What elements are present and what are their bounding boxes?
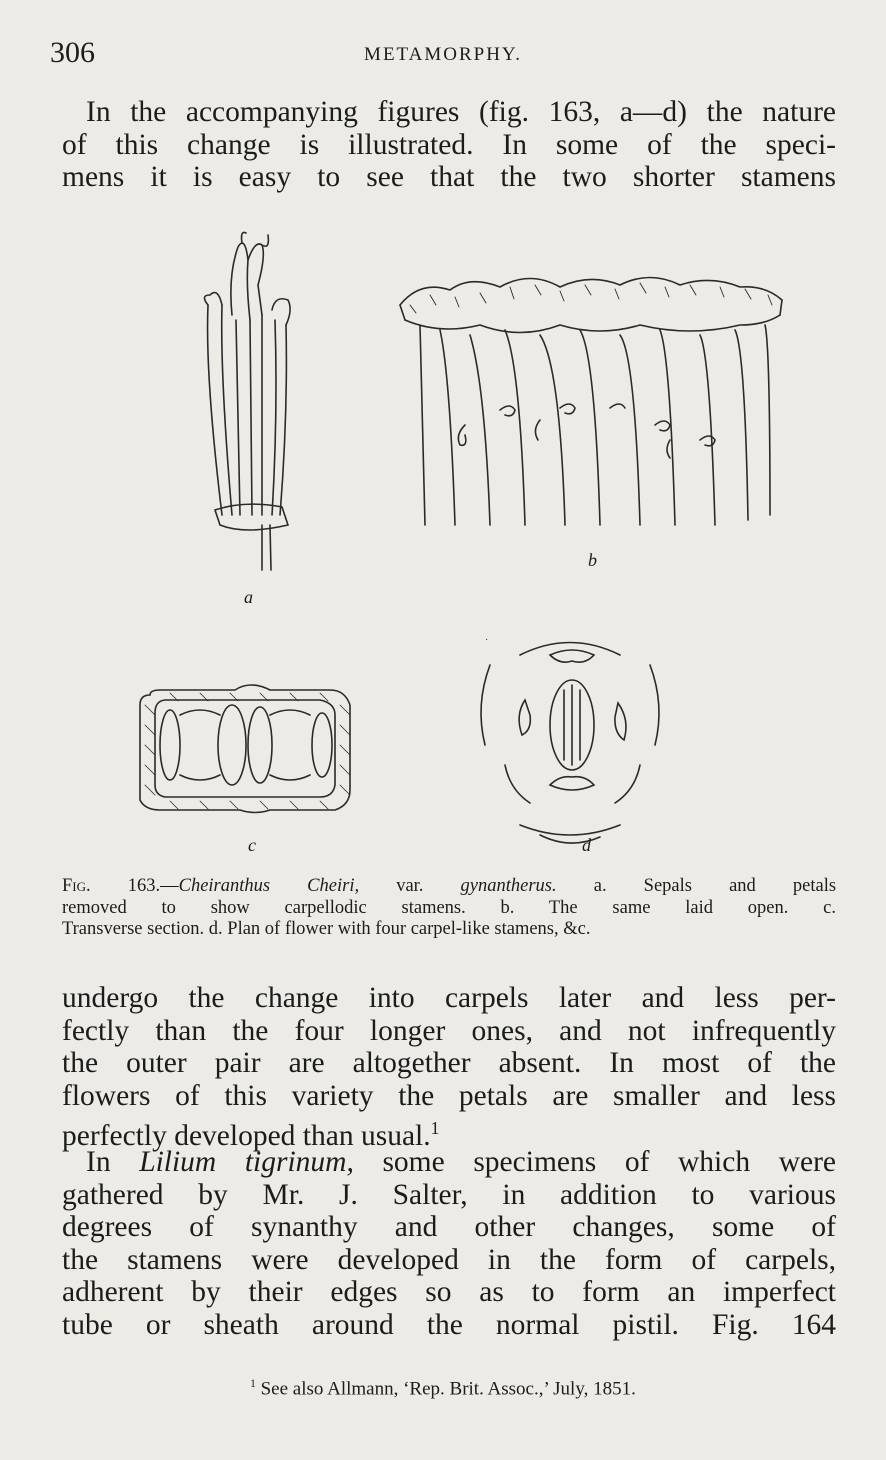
text-fragment: some specimens of which were bbox=[382, 1146, 837, 1178]
caption-variety-prefix: var. bbox=[396, 876, 424, 896]
figure-a-drawing bbox=[204, 232, 290, 570]
paragraph-2 bbox=[62, 982, 836, 1152]
text-line: the stamens were developed in the form of carpels, bbox=[62, 1243, 836, 1276]
text-line: undergo the change into carpels later and less per- bbox=[62, 982, 836, 1014]
text-line: fectly than the four longer ones, and not infrequently bbox=[62, 1014, 836, 1047]
running-title: METAMORPHY. bbox=[364, 44, 522, 65]
figure-caption bbox=[62, 876, 836, 941]
text-line: In the accompanying figures (fig. 163, a—d) the nature bbox=[86, 96, 836, 128]
caption-variety: gynantherus. bbox=[460, 876, 557, 896]
figure-d-drawing bbox=[481, 643, 659, 844]
figure-163-illustration bbox=[0, 225, 886, 875]
footnote bbox=[0, 1378, 886, 1400]
caption-figure-label: Fig. 163.— bbox=[62, 876, 179, 896]
text-line: mens it is easy to see that the two shorter stamens bbox=[62, 161, 836, 193]
footnote-number: 1 bbox=[250, 1378, 256, 1390]
footnote-marker: 1 bbox=[430, 1118, 440, 1138]
svg-text:·: · bbox=[485, 635, 489, 646]
text-line: adherent by their edges so as to form an imperfect bbox=[62, 1276, 836, 1308]
figure-b-drawing bbox=[400, 278, 782, 526]
text-line: degrees of synanthy and other changes, some of bbox=[62, 1211, 836, 1243]
text-line bbox=[62, 1146, 836, 1179]
figure-c-label: c bbox=[248, 835, 256, 855]
figure-c-drawing bbox=[140, 685, 350, 813]
figure-d-label: d bbox=[582, 835, 591, 855]
caption-line-2: removed to show carpellodic stamens. b. The same laid open. c. bbox=[62, 897, 836, 918]
paragraph-1 bbox=[62, 96, 836, 194]
text-line: tube or sheath around the normal pistil. Fig. 164 bbox=[62, 1308, 836, 1341]
page-number: 306 bbox=[50, 36, 95, 69]
text-line: the outer pair are altogether absent. In most of the bbox=[62, 1047, 836, 1079]
text-line: flowers of this variety the petals are smaller and less bbox=[62, 1079, 836, 1112]
figure-a-label: a bbox=[244, 587, 253, 607]
caption-line-3: Transverse section. d. Plan of flower with four carpel-like stamens, &c. bbox=[62, 919, 591, 939]
paragraph-3 bbox=[62, 1146, 836, 1341]
caption-line-1 bbox=[62, 876, 836, 898]
caption-species: Cheiranthus Cheiri, bbox=[178, 876, 360, 896]
caption-line1-rest: a. Sepals and petals bbox=[593, 876, 837, 896]
figure-b-label: b bbox=[588, 550, 597, 570]
text-line: of this change is illustrated. In some of the speci- bbox=[62, 128, 836, 161]
text-line: perfectly developed than usual. bbox=[62, 1119, 431, 1152]
figure-163 bbox=[0, 225, 886, 875]
text-fragment: In bbox=[86, 1146, 111, 1178]
footnote-text: See also Allmann, ‘Rep. Brit. Assoc.,’ July, 1851. bbox=[260, 1378, 636, 1400]
species-name: Lilium tigrinum, bbox=[139, 1146, 354, 1178]
text-line: gathered by Mr. J. Salter, in addition to various bbox=[62, 1178, 836, 1211]
